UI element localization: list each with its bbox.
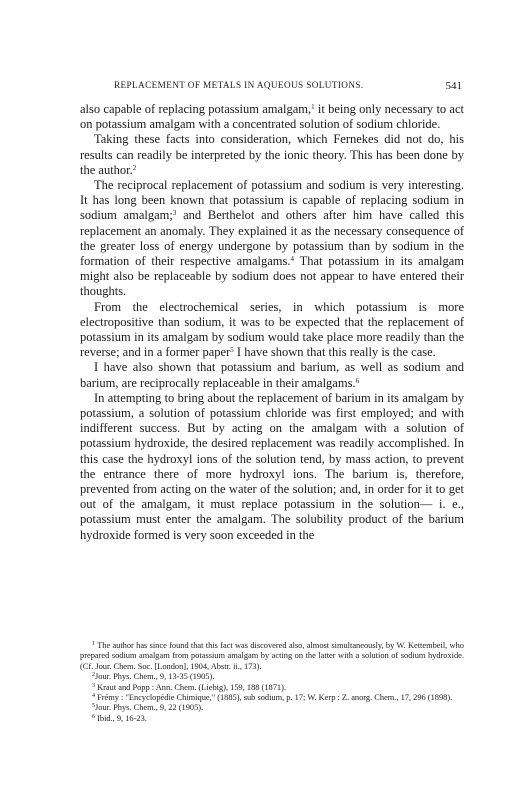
paragraph-text: From the electrochemical series, in which potassium is more electropositive than sodium, it was to be expected that the replacement of potassium in its amalgam by sodium would take place more readily than the reverse; and in a former paper xyxy=(80,299,464,360)
page-number: 541 xyxy=(445,80,462,92)
footnote-ref: 4 xyxy=(290,255,294,264)
paragraph-text: In attempting to bring about the replacement of barium in its amalgam by potassium, a solution of potassium chloride was first employed; and with indifferent success. But by acting on the amalgam with a solution of potassium hydroxide, the desired replacement was readily accomplished. In this case the hydroxyl ions of the solution tend, by mass action, to prevent the entrance there of more hydroxyl ions. The barium is, therefore, prevented from acting on the water of the solution; and, in order for it to get out of the amalgam, it must replace potassium in the solution— i. e., potassium must enter the amalgam. The solubility product of the barium hydroxide formed is very soon exceeded in the xyxy=(80,390,464,542)
footnote-ref: 1 xyxy=(311,103,315,111)
paragraph xyxy=(80,178,464,300)
paragraph-text: The reciprocal replacement of potassium and sodium is very interesting. It has long been known that potassium is capable of replacing sodium in sodium amalgam; xyxy=(80,178,464,223)
footnote-text: Kraut and Popp : Ann. Chem. (Liebig), 159, 188 (1871). xyxy=(97,682,286,692)
paragraph-text: That potassium in its amalgam might also be replaceable by sodium does not appear to have entered their thoughts. xyxy=(80,254,464,299)
footnote-mark: 3 xyxy=(92,682,95,689)
footnote-text: The author has since found that this fact was discovered also, almost simultaneously, by W. Kettembeil, who prepared sodium amalgam from potassium amalgam by acting on the latter with a solution of sodium hydroxide. (Cf. Jour. Chem. Soc. [London], 1904, Abstr. ii., 173). xyxy=(80,641,464,671)
paragraph xyxy=(80,360,464,390)
footnote xyxy=(80,693,464,703)
paragraph xyxy=(80,300,464,361)
footnote-text: Jour. Phys. Chem., 9, 22 (1905). xyxy=(95,703,204,713)
footnote xyxy=(80,703,464,713)
footnote xyxy=(80,714,464,724)
footnote-text: Ibid., 9, 16-23. xyxy=(97,713,147,723)
paragraph xyxy=(80,102,464,132)
footnote-mark: 4 xyxy=(92,693,95,700)
paragraph xyxy=(80,391,464,543)
paragraph-text: and Berthelot and others after him have called this replacement an anomaly. They explained it as the necessary consequence of the greater loss of energy undergone by potassium than by sodium in the formation of their respective amalgams. xyxy=(80,208,464,269)
paragraph-text: I have also shown that potassium and barium, as well as sodium and barium, are reciprocally replaceable in their amalgams. xyxy=(80,360,464,390)
paragraph-text: Taking these facts into consideration, which Fernekes did not do, his results can readily be interpreted by the ionic theory. This has been done by the author. xyxy=(80,132,464,177)
paragraph xyxy=(80,132,464,178)
footnote xyxy=(80,683,464,693)
footnote-mark: 6 xyxy=(92,713,95,720)
running-title: REPLACEMENT OF METALS IN AQUEOUS SOLUTIONS. xyxy=(114,80,364,90)
footnote-ref: 2 xyxy=(132,163,137,172)
footnote-mark: 1 xyxy=(92,641,95,647)
paragraph-text: it being only necessary to act on potassium amalgam with a concentrated solution of sodium chloride. xyxy=(80,102,464,132)
footnote-mark: 2 xyxy=(92,672,95,679)
footnote-text: Frémy : "Encyclopédie Chimique," (1885), sub sodium, p. 17; W. Kerp : Z. anorg. Chem., 17, 296 (1898). xyxy=(97,693,453,703)
footnote-mark: 5 xyxy=(92,703,95,710)
footnote-text: Jour. Phys. Chem., 9, 13-35 (1905). xyxy=(95,672,215,682)
footnote-ref: 6 xyxy=(355,376,360,385)
footnote xyxy=(80,672,464,682)
body-text xyxy=(80,102,464,543)
footnote-ref: 3 xyxy=(172,209,177,218)
footnote xyxy=(80,641,464,672)
paragraph-text: I have shown that this really is the case. xyxy=(233,345,436,360)
paragraph-text: also capable of replacing potassium amalgam, xyxy=(80,102,312,116)
running-header xyxy=(114,80,462,92)
footnotes xyxy=(80,641,464,724)
footnote-ref: 5 xyxy=(230,346,234,355)
